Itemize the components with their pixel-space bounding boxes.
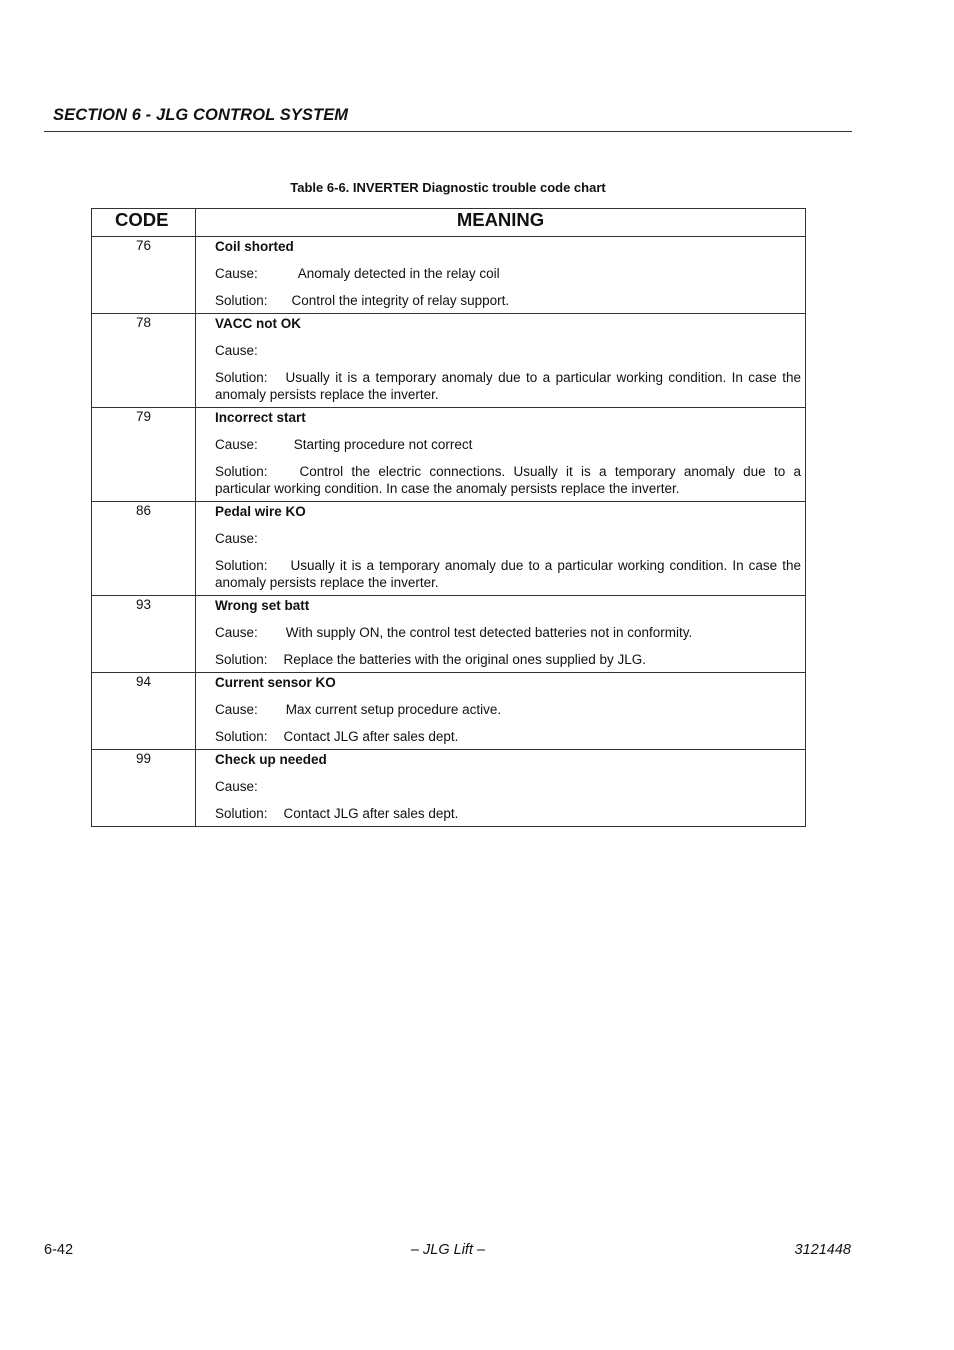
- dtc-code: 86: [92, 502, 196, 596]
- solution-label: Solution:: [215, 806, 268, 821]
- solution-text: Usually it is a temporary anomaly due to a particular working condition. In case the anomaly persists replace the inverter.: [215, 558, 801, 590]
- solution-line: [215, 651, 801, 668]
- cause-line: [215, 436, 801, 453]
- table-row: [92, 596, 806, 673]
- cause-label: Cause:: [215, 779, 258, 794]
- dtc-code: 76: [92, 237, 196, 314]
- solution-label: Solution:: [215, 729, 268, 744]
- fault-title: Coil shorted: [215, 239, 294, 254]
- fault-title: Incorrect start: [215, 410, 306, 425]
- table-row: [92, 408, 806, 502]
- dtc-code: 93: [92, 596, 196, 673]
- table-row: [92, 237, 806, 314]
- cause-line: [215, 342, 801, 359]
- solution-line: [215, 369, 801, 403]
- fault-title: Current sensor KO: [215, 675, 336, 690]
- solution-line: [215, 805, 801, 822]
- cause-line: [215, 778, 801, 795]
- solution-text: Usually it is a temporary anomaly due to a particular working condition. In case the anomaly persists replace the inverter.: [215, 370, 801, 402]
- fault-title: Check up needed: [215, 752, 327, 767]
- fault-title: Pedal wire KO: [215, 504, 306, 519]
- table-caption: Table 6-6. INVERTER Diagnostic trouble code chart: [290, 180, 606, 195]
- dtc-meaning: [196, 314, 806, 408]
- cause-line: [215, 265, 801, 282]
- cause-label: Cause:: [215, 625, 258, 640]
- solution-label: Solution:: [215, 370, 268, 385]
- page-number: 6-42: [44, 1242, 74, 1258]
- fault-title: Wrong set batt: [215, 598, 310, 613]
- cause-line: [215, 701, 801, 718]
- dtc-meaning: [196, 673, 806, 750]
- solution-line: [215, 292, 801, 309]
- dtc-code: 78: [92, 314, 196, 408]
- cause-text: Anomaly detected in the relay coil: [297, 266, 500, 281]
- solution-label: Solution:: [215, 652, 268, 667]
- cause-text: With supply ON, the control test detected batteries not in conformity.: [285, 625, 693, 640]
- dtc-code: 79: [92, 408, 196, 502]
- table-row: [92, 502, 806, 596]
- solution-text: Control the electric connections. Usually it is a temporary anomaly due to a particular working condition. In case the anomaly persists replace the inverter.: [215, 464, 801, 496]
- footer-brand: – JLG Lift –: [410, 1242, 486, 1258]
- cause-label: Cause:: [215, 531, 258, 546]
- cause-label: Cause:: [215, 437, 258, 452]
- table-header-row: [92, 209, 806, 237]
- solution-text: Control the integrity of relay support.: [291, 293, 510, 308]
- dtc-code: 94: [92, 673, 196, 750]
- dtc-meaning: [196, 502, 806, 596]
- header-divider: [44, 131, 852, 132]
- solution-label: Solution:: [215, 558, 268, 573]
- cause-text: Max current setup procedure active.: [285, 702, 502, 717]
- trouble-code-table: [91, 208, 806, 827]
- code-column-header: CODE: [92, 209, 196, 237]
- solution-text: Replace the batteries with the original ones supplied by JLG.: [283, 652, 647, 667]
- solution-text: Contact JLG after sales dept.: [283, 729, 459, 744]
- cause-label: Cause:: [215, 702, 258, 717]
- solution-line: [215, 728, 801, 745]
- fault-title: VACC not OK: [215, 316, 301, 331]
- section-title: SECTION 6 - JLG CONTROL SYSTEM: [53, 106, 349, 124]
- dtc-meaning: [196, 237, 806, 314]
- solution-label: Solution:: [215, 293, 268, 308]
- solution-line: [215, 463, 801, 497]
- cause-text: Starting procedure not correct: [293, 437, 473, 452]
- dtc-meaning: [196, 750, 806, 827]
- cause-label: Cause:: [215, 343, 258, 358]
- dtc-meaning: [196, 596, 806, 673]
- table-row: [92, 673, 806, 750]
- meaning-column-header: MEANING: [196, 209, 806, 237]
- solution-text: Contact JLG after sales dept.: [283, 806, 459, 821]
- table-row: [92, 314, 806, 408]
- dtc-meaning: [196, 408, 806, 502]
- cause-line: [215, 530, 801, 547]
- document-number: 3121448: [794, 1242, 851, 1258]
- table-row: [92, 750, 806, 827]
- solution-label: Solution:: [215, 464, 268, 479]
- dtc-code: 99: [92, 750, 196, 827]
- solution-line: [215, 557, 801, 591]
- cause-label: Cause:: [215, 266, 258, 281]
- cause-line: [215, 624, 801, 641]
